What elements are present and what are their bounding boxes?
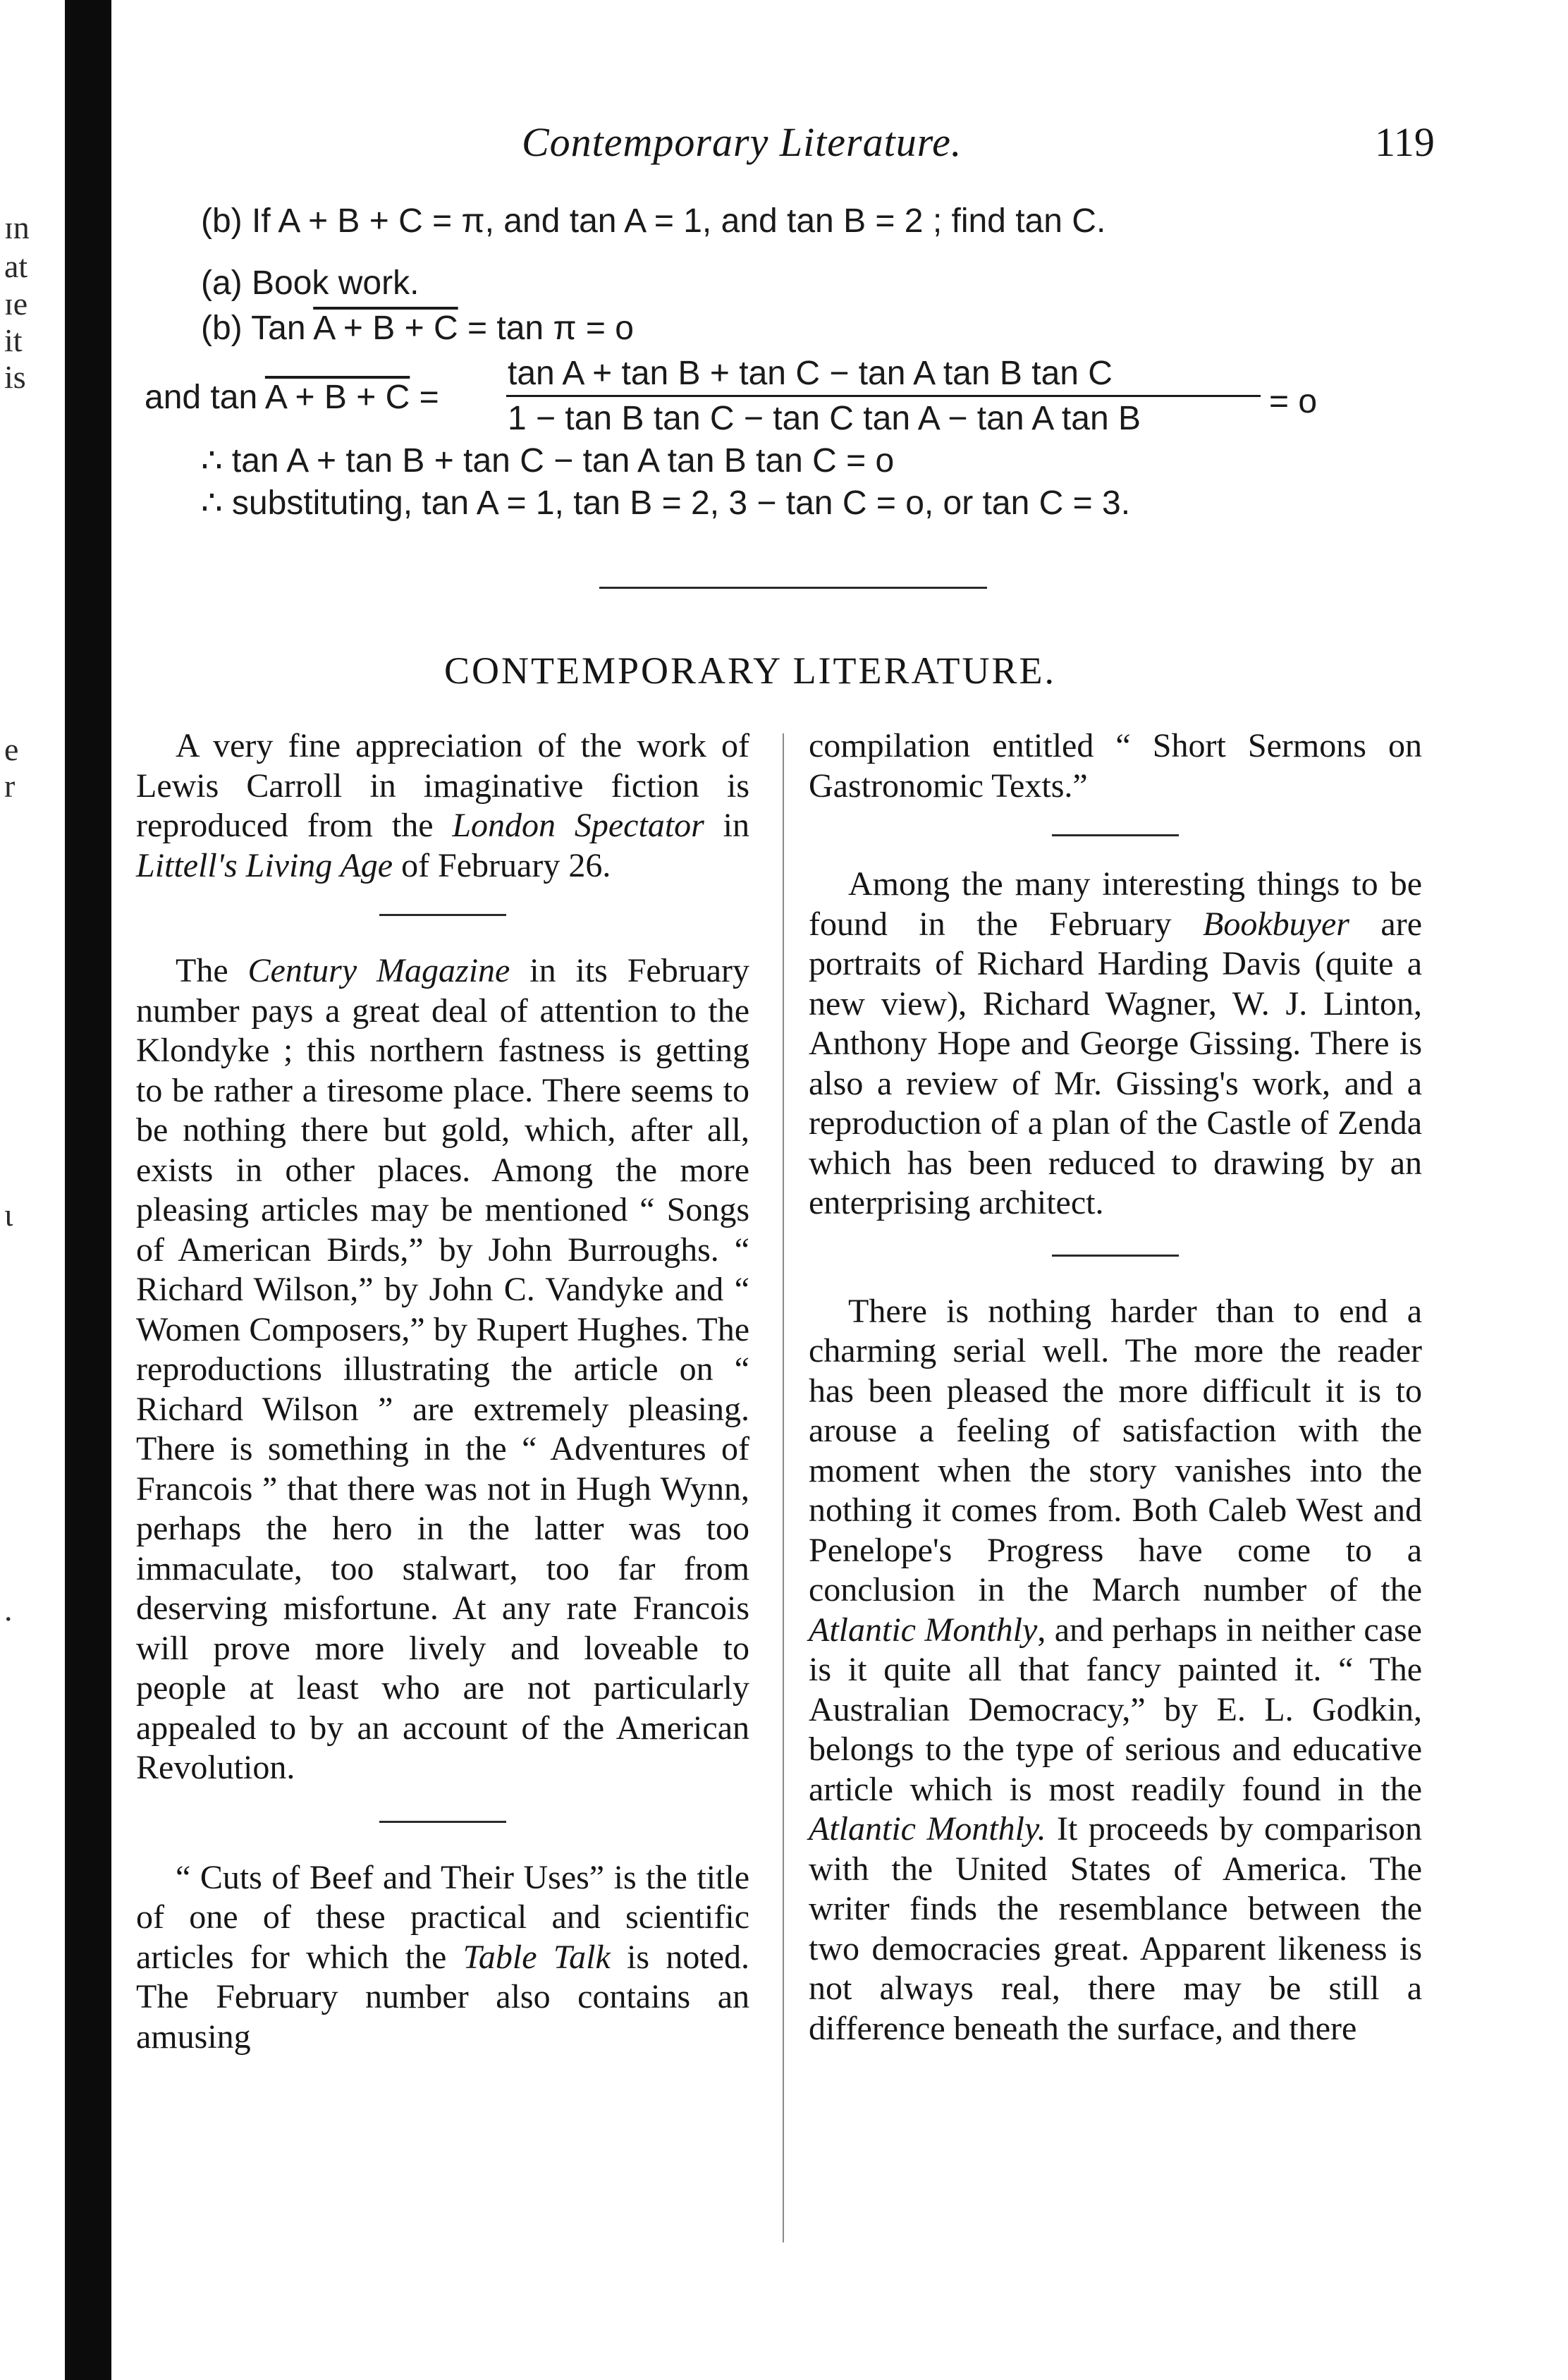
spacer xyxy=(136,886,749,914)
math-line-b-text: Tan xyxy=(251,310,314,347)
margin-fragment: is xyxy=(4,359,26,395)
running-title: Contemporary Literature. xyxy=(522,119,962,165)
margin-fragment: e xyxy=(4,731,19,767)
text: of February 26. xyxy=(393,846,611,884)
section-divider xyxy=(599,587,987,589)
text: are portraits of Richard Harding Davis (quite a new view), Richard Wagner, W. J. Linton, Anthony Hope and George Gissing. There is also a review of Mr. Gissing's work, and a reproduction of a plan of the Castle of Zenda which has been reduced to drawing by an enterprising architect. xyxy=(809,905,1423,1221)
spacer xyxy=(809,1257,1422,1292)
page-number: 119 xyxy=(1375,119,1435,165)
math-therefore-2: ∴ substituting, tan A = 1, tan B = 2, 3 − tan C = o, or tan C = 3. xyxy=(201,484,1131,522)
spacer xyxy=(136,916,749,951)
right-column xyxy=(809,726,1422,2049)
margin-fragment: ɪe xyxy=(4,286,28,322)
margin-fragment: ɪn xyxy=(4,209,30,245)
math-line-b xyxy=(201,312,634,346)
text: The xyxy=(176,952,248,989)
spacer xyxy=(136,1788,749,1821)
italic-title: Atlantic Monthly. xyxy=(809,1810,1046,1848)
column-divider xyxy=(783,733,784,2242)
math-and-tan-text: and tan xyxy=(145,379,265,416)
margin-fragment: at xyxy=(4,248,28,284)
math-numerator: tan A + tan B + tan C − tan A tan B tan C xyxy=(508,355,1113,392)
text: “ Cuts of Beef and Their Uses” is the title of one of these practical and scientific articles for which the xyxy=(136,1858,749,1976)
spacer xyxy=(809,806,1422,834)
text: , and perhaps in neither case is it quite all that fancy painted it. “ The Australian Democracy,” by E. L. Godkin, belongs to the type of serious and educative article which is most readily found in the xyxy=(809,1611,1422,1808)
section-title: CONTEMPORARY LITERATURE. xyxy=(444,649,1057,692)
math-and-tan-over: A + B + C xyxy=(264,379,410,416)
math-problem: (b) If A + B + C = π, and tan A = 1, and tan B = 2 ; find tan C. xyxy=(201,202,1106,240)
article-paragraph xyxy=(809,1292,1422,2049)
text: is noted. The February number also contains an amusing xyxy=(136,1938,750,2056)
spacer xyxy=(136,1823,749,1858)
math-line-b-label: (b) xyxy=(201,310,243,347)
math-equals-zero: = o xyxy=(1269,383,1318,420)
spacer xyxy=(809,1223,1422,1255)
text: There is nothing harder than to end a charming serial well. The more the reader has been pleased the more difficult it is to arouse a feeling of satisfaction with the moment when the story vanishes into the nothing it comes from. Both Caleb West and Penelope's Progress have come to a conclusion in the March number of the xyxy=(809,1292,1422,1609)
math-therefore-1: ∴ tan A + tan B + tan C − tan A tan B tan C = o xyxy=(201,442,895,480)
text: in xyxy=(704,807,750,844)
margin-fragment: it xyxy=(4,322,23,358)
fraction-bar xyxy=(506,395,1261,397)
italic-title: Table Talk xyxy=(463,1938,611,1976)
text: in its February number pays a great deal of attention to the Klondyke ; this northern fastness is getting to be rather a tiresome place. There seems to be nothing there but gold, which, after all, exists in other places. Among the more pleasing articles may be mentioned “ Songs of American Birds,” by John Burroughs. “ Richard Wilson,” by John C. Vandyke and “ Women Composers,” by Rupert Hughes. The reproductions illustrating the article on “ Richard Wilson ” are extremely pleasing. There is something in the “ Adventures of Francois ” that there was not in Hugh Wynn, perhaps the hero in the latter was too immaculate, too stalwart, too far from deserving misfortune. At any rate Francois will prove more lively and loveable to people at least who are not particularly appealed to by an account of the American Revolution. xyxy=(136,952,749,1786)
math-line-b-over: A + B + C xyxy=(313,310,458,347)
text: Among the many interesting things to be found in the February xyxy=(809,865,1422,943)
article-paragraph xyxy=(136,951,749,1788)
math-denominator: 1 − tan B tan C − tan C tan A − tan A tan B xyxy=(508,400,1141,437)
text: It proceeds by comparison with the United States of America. The writer finds the resemblance between the two democracies great. Apparent likeness is not always real, there may be still a difference beneath the surface, and there xyxy=(809,1810,1422,2047)
text: A very fine appreciation of the work of Lewis Carroll in imaginative fiction is reproduced from the xyxy=(136,727,749,844)
article-paragraph: compilation entitled “ Short Sermons on Gastronomic Texts.” xyxy=(809,727,1422,805)
italic-title: London Spectator xyxy=(452,807,704,844)
binding-shadow xyxy=(65,0,111,2380)
margin-fragment: ι xyxy=(4,1197,13,1233)
math-line-b-tail: = tan π = o xyxy=(458,310,634,347)
math-line-a: (a) Book work. xyxy=(201,264,419,302)
margin-fragment: . xyxy=(4,1592,13,1628)
italic-title: Littell's Living Age xyxy=(136,846,393,884)
spacer xyxy=(809,836,1422,865)
left-column xyxy=(136,726,749,2057)
math-and-tan xyxy=(145,381,439,415)
margin-fragment: r xyxy=(4,768,16,804)
italic-title: Bookbuyer xyxy=(1203,905,1349,943)
italic-title: Century Magazine xyxy=(247,952,510,989)
italic-title: Atlantic Monthly xyxy=(809,1611,1038,1649)
math-and-tan-eq: = xyxy=(410,379,439,416)
article-paragraph xyxy=(809,865,1422,1223)
article-paragraph xyxy=(136,726,749,886)
article-paragraph xyxy=(136,1858,749,2058)
